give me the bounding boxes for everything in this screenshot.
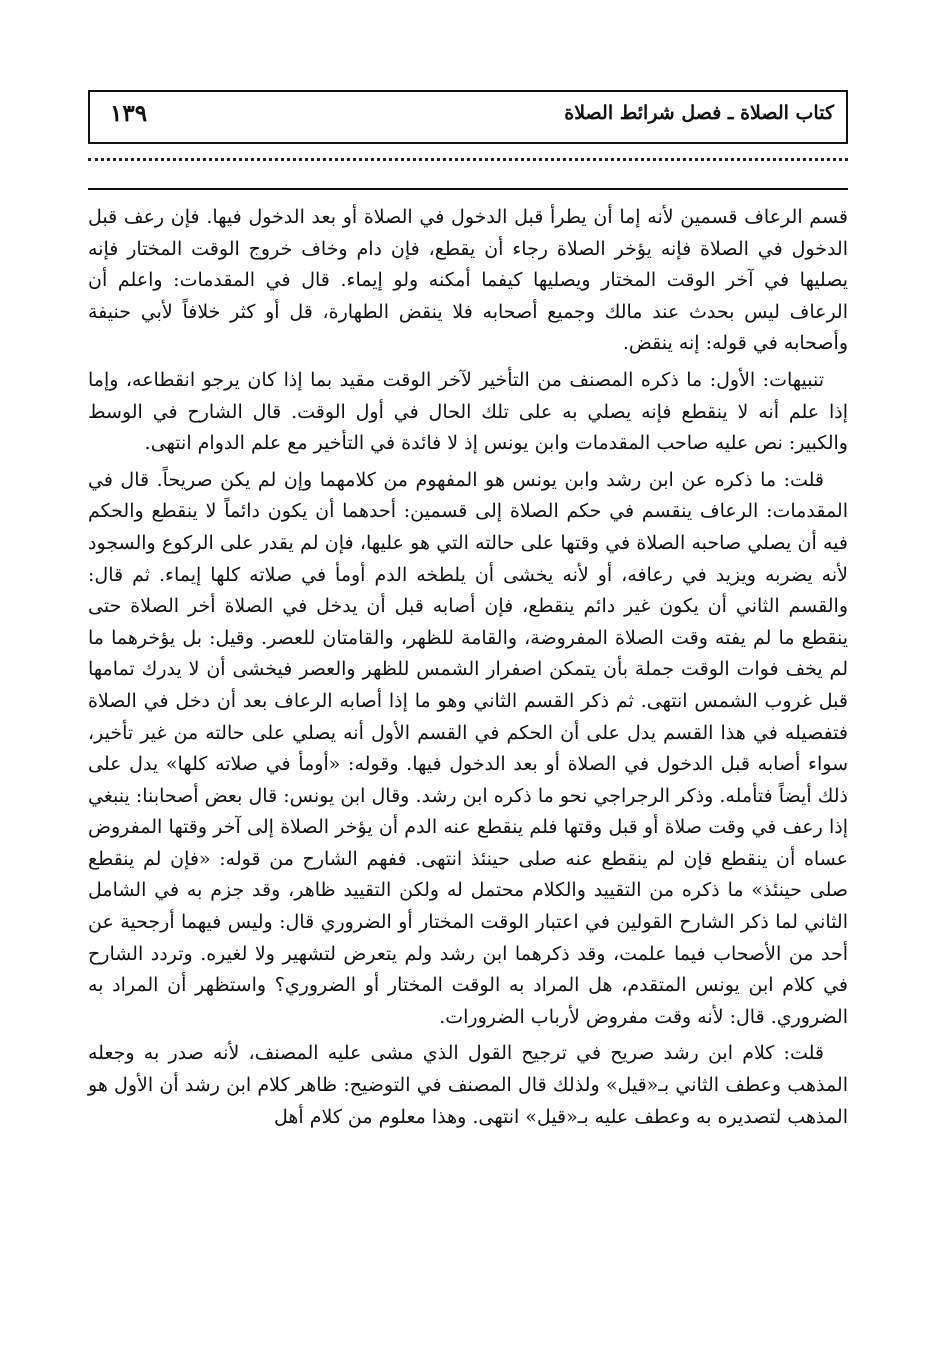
- page-body: [88, 202, 848, 1138]
- dotted-separator: [88, 158, 848, 167]
- page-number: ١٣٩: [110, 100, 148, 127]
- paragraph-1: قسم الرعاف قسمين لأنه إما أن يطرأ قبل الدخول في الصلاة أو بعد الدخول فيها. فإن رعف قبل الدخول في الصلاة فإنه يؤخر الصلاة رجاء أن يقطع، فإن دام وخاف خروج الوقت المختار فإنه يصليها في آخر الوقت المختار ويصليها كيفما أمكنه ولو إيماء. قال في المقدمات: واعلم أن الرعاف ليس بحدث عند مالك وجميع أصحابه فلا ينقض الطهارة، قل أو كثر خلافاً لأبي حنيفة وأصحابه في قوله: إنه ينقض.: [88, 206, 848, 355]
- paragraph-4: قلت: كلام ابن رشد صريح في ترجيح القول الذي مشى عليه المصنف، لأنه صدر به وجعله المذهب وعطف الثاني بـ«قيل» ولذلك قال المصنف في التوضيح: ظاهر كلام ابن رشد أن الأول هو المذهب لتصديره به وعطف عليه بـ«قيل» انتهى. وهذا معلوم من كلام أهل: [88, 1042, 848, 1128]
- header-rule: [88, 188, 848, 190]
- paragraph-2: تنبيهات: الأول: ما ذكره المصنف من التأخير لآخر الوقت مقيد بما إذا كان يرجو انقطاعه، وإما إذا علم أنه لا ينقطع فإنه يصلي به على تلك الحال في أول الوقت. قال الشارح في الوسط والكبير: نص عليه صاحب المقدمات وابن يونس إذ لا فائدة في التأخير مع علم الدوام انتهى.: [88, 368, 848, 455]
- chapter-title: كتاب الصلاة ـ فصل شرائط الصلاة: [564, 102, 834, 124]
- paragraph-3: قلت: ما ذكره عن ابن رشد وابن يونس هو المفهوم من كلامهما وإن لم يكن صريحاً. قال في المقدمات: الرعاف ينقسم في حكم الصلاة إلى قسمين: أحدهما أن يكون دائماً لا ينقطع والحكم فيه أن يصلي صاحبه الصلاة في وقتها على حالته التي هو عليها، فإن لم يقدر على الركوع والسجود لأنه يضربه ويزيد في رعافه، أو لأنه يخشى أن يلطخه الدم أومأ في صلاته كلها إيماء. ثم قال: والقسم الثاني أن يكون غير دائم ينقطع، فإن أصابه قبل أن يدخل في الصلاة أخر الصلاة حتى ينقطع ما لم يفته وقت الصلاة المفروضة، والقامة للظهر، والقامتان للعصر. وقيل: بل يؤخرهما ما لم يخف فوات الوقت جملة بأن يتمكن اصفرار الشمس للظهر والعصر فيخشى أن لا يدرك تمامها قبل غروب الشمس انتهى. ثم ذكر القسم الثاني وهو ما إذا أصابه الرعاف بعد أن دخل في الصلاة فتفصيله في هذا القسم يدل على أن الحكم في القسم الأول أنه يصلي على حالته من غير تأخير، سواء أصابه قبل الدخول في الصلاة أو بعد الدخول فيها. وقوله: «أومأ في صلاته كلها» يدل على ذلك أيضاً فتأمله. وذكر الرجراجي نحو ما ذكره ابن رشد. وقال ابن يونس: قال بعض أصحابنا: ينبغي إذا رعف في وقت صلاة أو قبل وقتها فلم ينقطع عنه الدم أن يؤخر الصلاة إلى آخر وقتها المفروض عساه أن ينقطع فإن لم ينقطع عنه صلى حينئذ انتهى. ففهم الشارح من قوله: «فإن لم ينقطع صلى حينئذ» ما ذكره من التقييد والكلام محتمل له ولكن التقييد ظاهر، وقد جزم به في الشامل الثاني لما ذكر الشارح القولين في اعتبار الوقت المختار أو الضروري قال: وليس فيهما أرجحية عن أحد من الأصحاب فيما علمت، وقد ذكرهما ابن رشد ولم يتعرض لتشهير ولا لغيره. وتردد الشارح في كلام ابن يونس المتقدم، هل المراد به الوقت المختار أو الضروري؟ واستظهر أن المراد به الضروري. قال: لأنه وقت مفروض لأرباب الضرورات.: [88, 468, 848, 1028]
- running-header: [88, 90, 848, 144]
